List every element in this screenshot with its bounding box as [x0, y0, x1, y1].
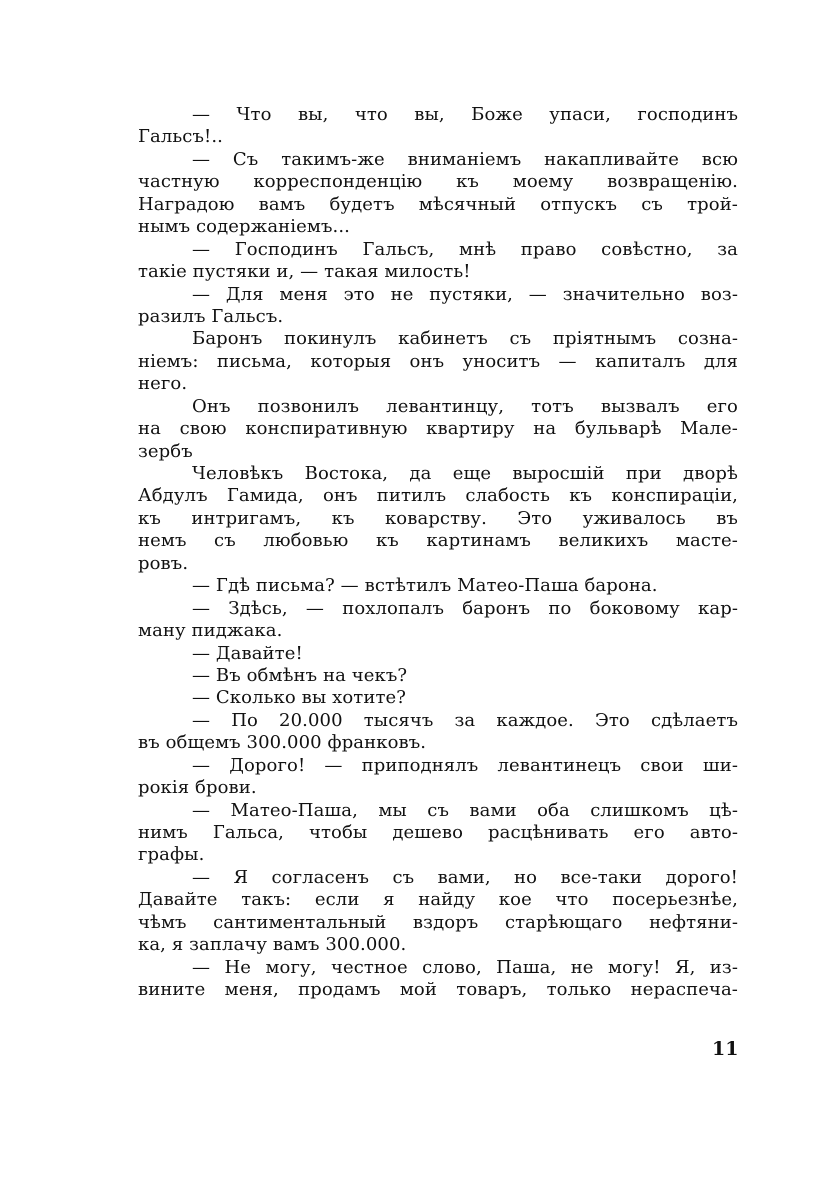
- text-line: Давайте такъ: если я найду кое что посерьезнѣе,: [138, 889, 738, 911]
- text-line: зербъ: [138, 440, 193, 462]
- text-line: — Сколько вы хотите?: [192, 687, 407, 709]
- text-line: — Здѣсь, — похлопалъ баронъ по боковому кар-: [192, 597, 738, 619]
- text-line: — Для меня это не пустяки, — значительно воз-: [192, 283, 738, 305]
- text-line: рокія брови.: [138, 777, 257, 799]
- page-body: [138, 104, 738, 1002]
- page-number: 11: [712, 1038, 739, 1060]
- paragraph: [138, 396, 738, 463]
- text-line: — Не могу, честное слово, Паша, не могу! Я, из-: [192, 956, 738, 978]
- paragraph: [138, 687, 738, 709]
- text-line: ману пиджака.: [138, 620, 283, 642]
- text-line: нымъ содержаніемъ...: [138, 216, 350, 238]
- text-line: Гальсъ!..: [138, 126, 223, 148]
- text-line: — Я согласенъ съ вами, но все-таки дорого!: [192, 866, 738, 888]
- text-line: Онъ позвонилъ левантинцу, тотъ вызвалъ его: [192, 395, 738, 417]
- text-line: ніемъ: письма, которыя онъ уноситъ — капиталъ для: [138, 350, 738, 372]
- text-line: — Гдѣ письма? — встѣтилъ Матео-Паша барона.: [192, 575, 658, 597]
- text-line: него.: [138, 373, 188, 395]
- paragraph: [138, 598, 738, 643]
- text-line: графы.: [138, 844, 205, 866]
- text-line: — Матео-Паша, мы съ вами оба слишкомъ цѣ-: [192, 799, 738, 821]
- text-line: — Съ такимъ-же вниманіемъ накапливайте всю: [192, 148, 738, 170]
- text-line: — Въ обмѣнъ на чекъ?: [192, 664, 408, 686]
- text-line: Абдулъ Гамида, онъ питилъ слабость къ конспираціи,: [138, 485, 738, 507]
- text-line: ровъ.: [138, 552, 189, 574]
- text-line: немъ съ любовью къ картинамъ великихъ масте-: [138, 530, 738, 552]
- text-line: — Господинъ Гальсъ, мнѣ право совѣстно, за: [192, 238, 738, 260]
- paragraph: [138, 328, 738, 395]
- paragraph: [138, 463, 738, 575]
- text-line: — Что вы, что вы, Боже упаси, господинъ: [192, 104, 738, 125]
- text-line: въ общемъ 300.000 франковъ.: [138, 732, 427, 754]
- text-line: Наградою вамъ будетъ мѣсячный отпускъ съ трой-: [138, 193, 738, 215]
- text-line: частную корреспонденцію къ моему возвращенію.: [138, 171, 738, 193]
- paragraph: [138, 104, 738, 149]
- text-line: разилъ Гальсъ.: [138, 305, 284, 327]
- text-line: на свою конспиративную квартиру на бульварѣ Мале-: [138, 418, 738, 440]
- text-line: вините меня, продамъ мой товаръ, только нераспеча-: [138, 979, 738, 1001]
- paragraph: [138, 575, 738, 597]
- text-line: — Давайте!: [192, 642, 303, 664]
- text-line: — По 20.000 тысячъ за каждое. Это сдѣлаетъ: [192, 709, 738, 731]
- paragraph: [138, 755, 738, 800]
- paragraph: [138, 867, 738, 957]
- text-line: ка, я заплачу вамъ 300.000.: [138, 934, 407, 956]
- paragraph: [138, 284, 738, 329]
- paragraph: [138, 149, 738, 239]
- paragraph: [138, 800, 738, 867]
- text-line: — Дорого! — приподнялъ левантинецъ свои ши-: [192, 754, 738, 776]
- text-line: такіе пустяки и, — такая милость!: [138, 261, 471, 283]
- paragraph: [138, 239, 738, 284]
- paragraph: [138, 665, 738, 687]
- text-line: чѣмъ сантиментальный вздоръ старѣющаго нефтяни-: [138, 911, 738, 933]
- paragraph: [138, 710, 738, 755]
- text-line: къ интригамъ, къ коварству. Это уживалось въ: [138, 507, 738, 529]
- paragraph: [138, 957, 738, 1002]
- text-line: Баронъ покинулъ кабинетъ съ пріятнымъ созна-: [192, 328, 738, 350]
- paragraph: [138, 643, 738, 665]
- text-line: Человѣкъ Востока, да еще выросшій при дворѣ: [192, 463, 738, 484]
- text-line: нимъ Гальса, чтобы дешево расцѣнивать его авто-: [138, 822, 738, 843]
